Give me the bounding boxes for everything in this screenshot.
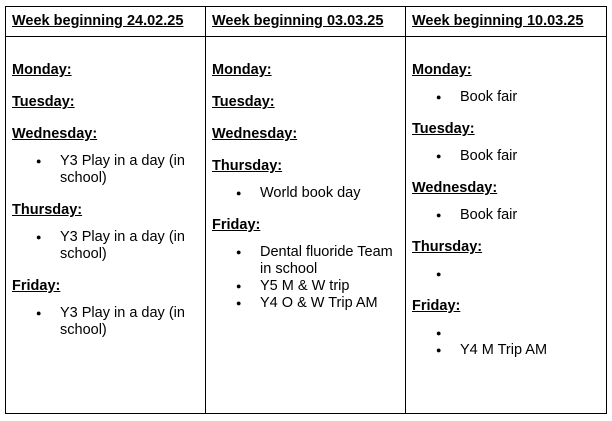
event-item: ● Y3 Play in a day (in school) bbox=[60, 229, 199, 263]
day-label: Thursday: bbox=[412, 239, 483, 255]
day-label: Friday: bbox=[212, 217, 261, 233]
event-list bbox=[412, 89, 600, 106]
event-list bbox=[212, 185, 399, 202]
event-item: ● Book fair bbox=[460, 207, 600, 224]
event-item bbox=[460, 266, 600, 283]
event-item: ● Y5 M & W trip bbox=[260, 278, 399, 295]
event-list bbox=[412, 148, 600, 165]
day-label: Tuesday: bbox=[412, 121, 475, 137]
day-label: Monday: bbox=[412, 62, 472, 78]
event-item: ● Y4 O & W Trip AM bbox=[260, 295, 399, 312]
event-item: ● Y3 Play in a day (in school) bbox=[60, 153, 199, 187]
event-list bbox=[412, 207, 600, 224]
event-item: ● Dental fluoride Team in school bbox=[260, 244, 399, 278]
event-item: ● Y4 M Trip AM bbox=[460, 342, 600, 359]
header-row bbox=[6, 7, 607, 37]
event-list bbox=[12, 305, 199, 339]
day-label: Tuesday: bbox=[212, 94, 275, 110]
week-heading: Week beginning 10.03.25 bbox=[406, 7, 607, 37]
day-label: Tuesday: bbox=[12, 94, 75, 110]
event-item bbox=[460, 325, 600, 342]
event-item: ● World book day bbox=[260, 185, 399, 202]
event-list bbox=[412, 325, 600, 359]
weekly-schedule-table bbox=[5, 6, 607, 414]
day-label: Thursday: bbox=[212, 158, 283, 174]
day-label: Monday: bbox=[12, 62, 72, 78]
day-label: Wednesday: bbox=[12, 126, 98, 142]
event-item: ● Y3 Play in a day (in school) bbox=[60, 305, 199, 339]
week-column bbox=[6, 37, 206, 414]
day-label: Wednesday: bbox=[412, 180, 498, 196]
week-column bbox=[406, 37, 607, 414]
week-heading: Week beginning 24.02.25 bbox=[6, 7, 206, 37]
event-list bbox=[12, 153, 199, 187]
week-column bbox=[206, 37, 406, 414]
week-heading: Week beginning 03.03.25 bbox=[206, 7, 406, 37]
schedule-row bbox=[6, 37, 607, 414]
event-item: ● Book fair bbox=[460, 89, 600, 106]
event-list bbox=[12, 229, 199, 263]
day-label: Monday: bbox=[212, 62, 272, 78]
day-label: Thursday: bbox=[12, 202, 83, 218]
day-label: Friday: bbox=[12, 278, 61, 294]
event-list bbox=[412, 266, 600, 283]
event-item: ● Book fair bbox=[460, 148, 600, 165]
event-list bbox=[212, 244, 399, 312]
day-label: Wednesday: bbox=[212, 126, 298, 142]
day-label: Friday: bbox=[412, 298, 461, 314]
